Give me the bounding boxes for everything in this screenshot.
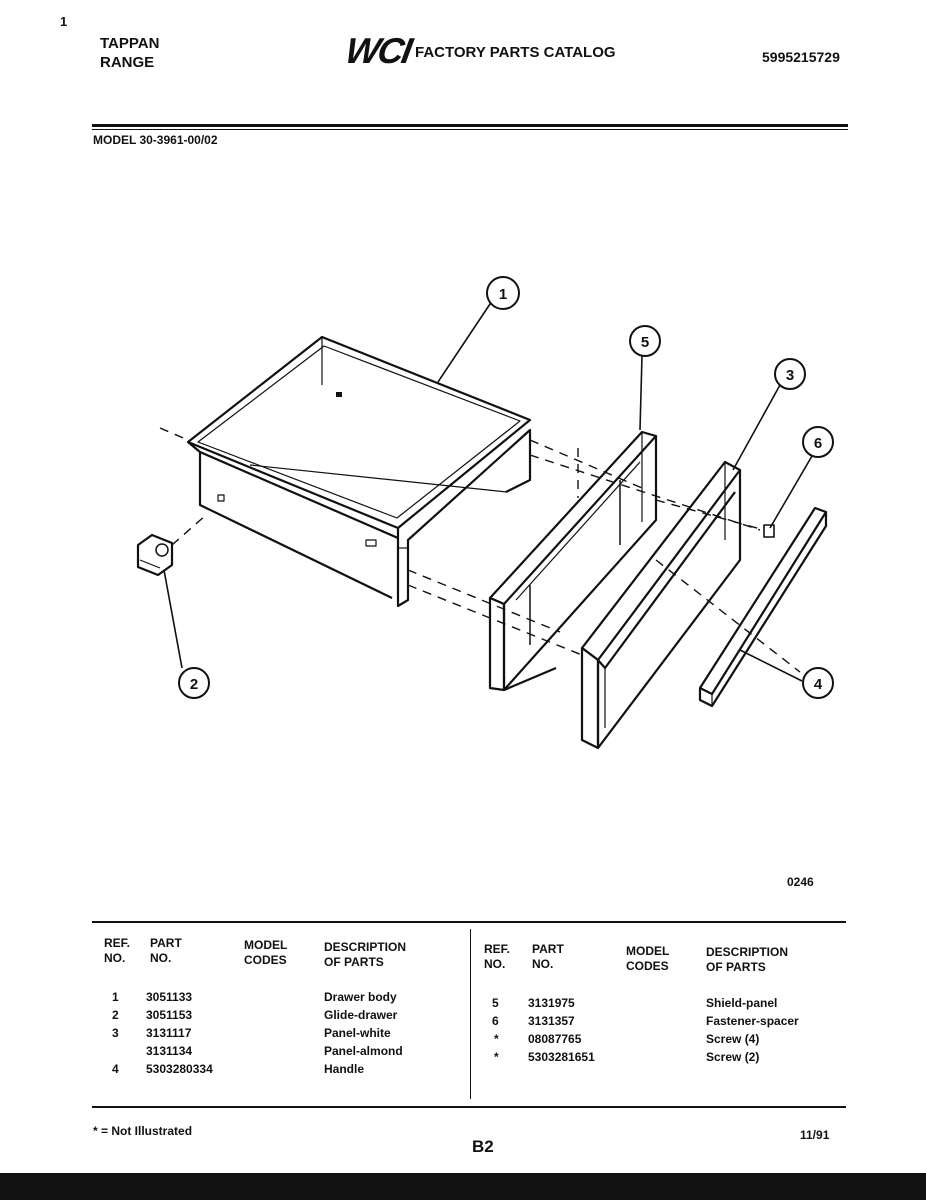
callout-3: 3 [785,367,795,384]
callout-2: 2 [189,676,199,693]
table-bottom-rule [92,1106,846,1108]
callout-5: 5 [640,334,650,351]
front-panel-drawing [582,462,740,748]
fastener-spacer-drawing [764,525,774,537]
left-desc-header: DESCRIPTION OF PARTS [324,940,407,969]
scan-edge-bar [0,1173,926,1200]
right-part-header: PART NO. [532,942,564,971]
left-part-header: PART NO. [150,936,182,965]
page-number: B2 [472,1137,494,1156]
table-top-rule [92,921,846,923]
callout-6: 6 [813,435,823,452]
document-number: 5995215729 [762,49,840,65]
margin-mark: 1 [60,14,68,29]
callout-4: 4 [813,676,823,693]
glide-drawing [138,535,172,575]
wci-logo: WCI [342,30,414,71]
right-desc-header: DESCRIPTION OF PARTS [706,945,789,974]
drawer-body-drawing [188,337,530,606]
catalog-title: FACTORY PARTS CATALOG [415,44,616,61]
callout-1: 1 [498,286,508,303]
footnote: * = Not Illustrated [93,1124,193,1138]
figure-number: 0246 [787,875,814,889]
table-divider [470,929,471,1099]
revision-date: 11/91 [800,1128,830,1142]
left-ref-header: REF. NO. [104,936,131,965]
brand-line-2: RANGE [100,54,155,71]
right-model-header: MODEL CODES [626,944,670,973]
left-model-header: MODEL CODES [244,938,288,967]
model-line: MODEL 30-3961-00/02 [93,133,218,147]
brand-line-1: TAPPAN [100,35,160,52]
right-ref-header: REF. NO. [484,942,511,971]
